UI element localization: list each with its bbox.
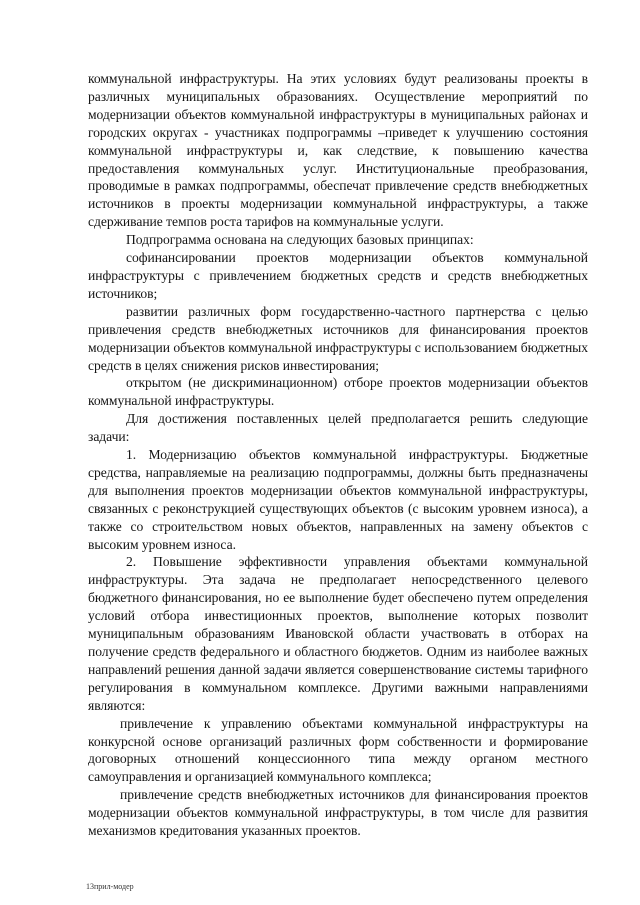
paragraph-principle-selection: открытом (не дискриминационном) отборе проектов модернизации объектов коммунальной инфраструктуры. (88, 375, 588, 409)
paragraph-direction-financing: привлечение средств внебюджетных источников для финансирования проектов модернизации объектов коммунальной инфраструктуры, в том числе для развития механизмов кредитования указанных проектов. (88, 787, 588, 839)
paragraph-principle-partnership: развитии различных форм государственно-частного партнерства с целью привлечения средств внебюджетных источников для финансирования проектов модернизации объектов коммунальной инфраструктуры с использованием бюджетных средств в целях снижения рисков инвестирования; (88, 303, 588, 373)
paragraph-task-2: 2. Повышение эффективности управления объектами коммунальной инфраструктуры. Эта задача не предполагает непосредственного целевого бюджетного финансирования, но ее выполнение будет обеспечено путем определения условий отбора инвестиционных проектов, выполнение которых позволит муниципальным образованиям Ивановской области участвовать в отборах на получение средств федерального и областного бюджетов. Одним из наиболее важных направлений решения данной задачи является совершенствование системы тарифного регулирования в коммунальном комплексе. Другими важными направлениями являются: (88, 554, 588, 713)
document-page (88, 70, 588, 840)
paragraph-tasks-intro: Для достижения поставленных целей предполагается решить следующие задачи: (88, 411, 588, 445)
paragraph-task-1: 1. Модернизацию объектов коммунальной инфраструктуры. Бюджетные средства, направляемые на реализацию подпрограммы, должны быть предназначены для выполнения проектов модернизации объектов коммунальной инфраструктуры, связанных с реконструкцией существующих объектов (с высоким уровнем износа), а также со строительством новых объектов, направленных на замену объектов с высоким уровнем износа. (88, 447, 588, 552)
footer-file-code: 13прил-модер (86, 882, 134, 891)
paragraph-conditions: коммунальной инфраструктуры. На этих условиях будут реализованы проекты в различных муниципальных образованиях. Осуществление мероприятий по модернизации объектов коммунальной инфраструктуры в муниципальных районах и городских округах - участниках подпрограммы –приведет к улучшению состояния коммунальной инфраструктуры и, как следствие, к повышению качества предоставления коммунальных услуг. Институциональные преобразования, проводимые в рамках подпрограммы, обеспечат привлечение средств внебюджетных источников в проекты модернизации коммунальной инфраструктуры, а также сдерживание темпов роста тарифов на коммунальные услуги. (88, 71, 588, 230)
paragraph-principle-cofinancing: софинансировании проектов модернизации объектов коммунальной инфраструктуры с привлечением бюджетных средств и средств внебюджетных источников; (88, 250, 588, 301)
paragraph-direction-management: привлечение к управлению объектами коммунальной инфраструктуры на конкурсной основе организаций различных форм собственности и формирование договорных отношений концессионного типа между органом местного самоуправления и организацией коммунального комплекса; (88, 715, 588, 785)
paragraph-principles-intro: Подпрограмма основана на следующих базовых принципах: (126, 232, 474, 248)
